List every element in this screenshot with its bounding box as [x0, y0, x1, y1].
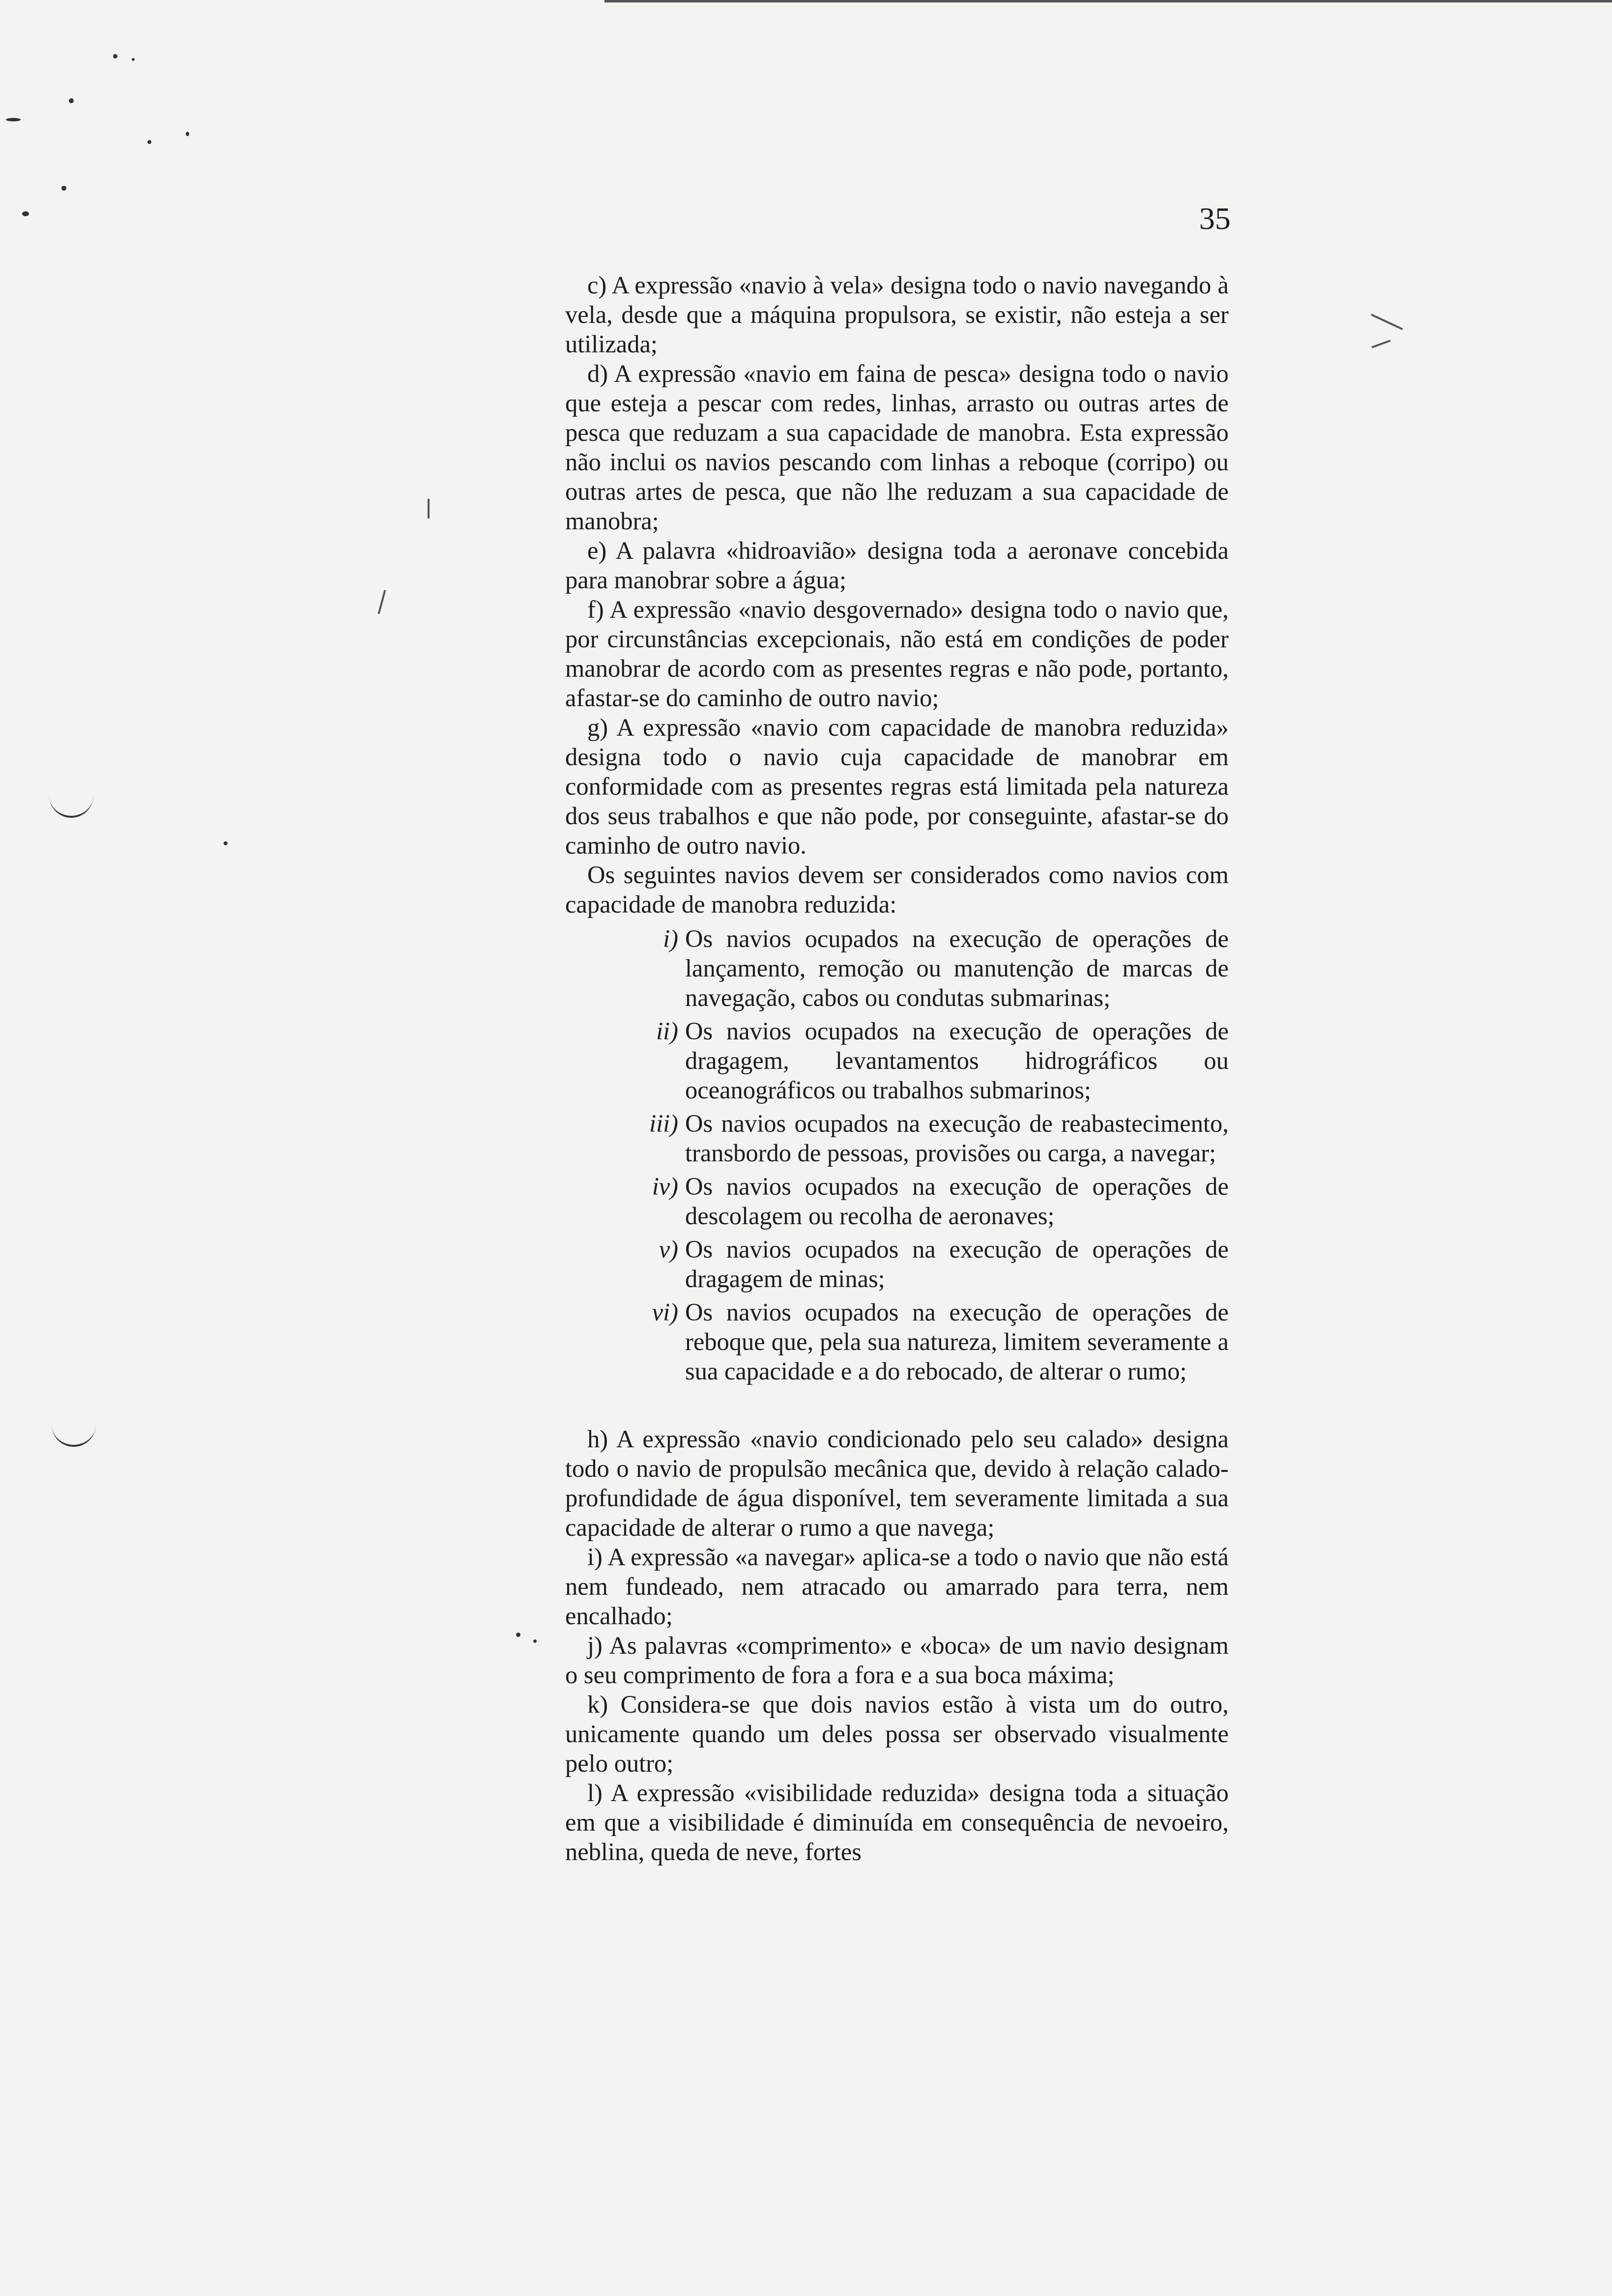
paragraph-i: i) A expressão «a navegar» aplica-se a todo o navio que não está nem fundeado, nem atracado ou amarrado para terra, nem encalhado;: [565, 1543, 1229, 1630]
list-item: [634, 1234, 1229, 1293]
scan-speck: [69, 98, 74, 103]
list-item-text: Os navios ocupados na execução de operações de dragagem, levantamentos hidrográficos ou oceanográficos ou trabalhos submarinos;: [685, 1017, 1229, 1104]
list-item-text: Os navios ocupados na execução de reabastecimento, transbordo de pessoas, provisões ou carga, a navegar;: [685, 1110, 1229, 1167]
paragraph-d: d) A expressão «navio em faina de pesca» designa todo o navio que esteja a pescar com redes, linhas, arrasto ou outras artes de pesca que reduzam a sua capacidade de manobra. Esta expressão não inclui os navios pescando com linhas a reboque (corripo) ou outras artes de pesca, que não lhe reduzam a sua capacidade de manobra;: [565, 360, 1229, 535]
paragraph-c: c) A expressão «navio à vela» designa todo o navio navegando à vela, desde que a máquina propulsora, se existir, não esteja a ser utilizada;: [565, 271, 1229, 358]
scan-arc: [49, 786, 93, 818]
scan-speck: [533, 1639, 537, 1643]
section-gap: [565, 1390, 1229, 1424]
list-item-number: iii): [649, 1110, 678, 1137]
paragraph-h: h) A expressão «navio condicionado pelo seu calado» designa todo o navio de propulsão mecânica que, devido à relação calado-profundidade de água disponível, tem severamente limitada a sua capacidade de alterar o rumo a que navega;: [565, 1425, 1229, 1541]
list-item: [634, 1172, 1229, 1231]
document-body: [565, 270, 1229, 1866]
scan-slash: [1371, 314, 1403, 330]
reduced-manoeuvre-list: [634, 924, 1229, 1386]
list-item-number: vi): [652, 1298, 678, 1326]
scan-speck: [516, 1633, 520, 1637]
list-item-number: ii): [656, 1017, 678, 1045]
scan-speck: [6, 118, 21, 121]
top-rule: [604, 0, 1612, 2]
paragraph-list-intro: Os seguintes navios devem ser considerados como navios com capacidade de manobra reduzida:: [565, 861, 1229, 918]
list-item: [634, 1016, 1229, 1105]
list-item-text: Os navios ocupados na execução de operações de dragagem de minas;: [685, 1235, 1229, 1292]
list-item-text: Os navios ocupados na execução de operações de descolagem ou recolha de aeronaves;: [685, 1173, 1229, 1230]
list-item-number: iv): [652, 1173, 678, 1200]
paragraph-j: j) As palavras «comprimento» e «boca» de um navio designam o seu comprimento de fora a fora e a sua boca máxima;: [565, 1632, 1229, 1689]
list-item: [634, 1109, 1229, 1168]
list-item-number: i): [663, 925, 678, 952]
list-item: [634, 924, 1229, 1012]
scan-arc: [52, 1410, 96, 1447]
paragraph-k: k) Considera-se que dois navios estão à vista um do outro, unicamente quando um deles possa ser observado visualmente pelo outro;: [565, 1691, 1229, 1777]
scan-speck: [132, 58, 135, 61]
list-item-text: Os navios ocupados na execução de operações de lançamento, remoção ou manutenção de marcas de navegação, cabos ou condutas submarinas;: [685, 925, 1229, 1011]
scan-speck: [224, 841, 228, 845]
list-item-number: v): [659, 1235, 678, 1263]
scan-speck: [113, 54, 117, 58]
scan-speck: [22, 211, 29, 216]
scan-slash: [378, 590, 386, 614]
scan-slash: [1372, 340, 1391, 348]
list-item-text: Os navios ocupados na execução de operações de reboque que, pela sua natureza, limitem severamente a sua capacidade e a do rebocado, de alterar o rumo;: [685, 1298, 1229, 1385]
page-number: 35: [1199, 201, 1231, 236]
scan-speck: [186, 132, 189, 136]
scan-speck: [147, 140, 151, 144]
list-item: [634, 1297, 1229, 1386]
paragraph-f: f) A expressão «navio desgovernado» designa todo o navio que, por circunstâncias excepcionais, não está em condições de poder manobrar de acordo com as presentes regras e não pode, portanto, afastar-se do caminho de outro navio;: [565, 596, 1229, 712]
paragraph-g: g) A expressão «navio com capacidade de manobra reduzida» designa todo o navio cuja capacidade de manobrar em conformidade com as presentes regras está limitada pela natureza dos seus trabalhos e que não pode, por conseguinte, afastar-se do caminho de outro navio.: [565, 714, 1229, 859]
scan-slash: [428, 499, 430, 518]
paragraph-e: e) A palavra «hidroavião» designa toda a aeronave concebida para manobrar sobre a água;: [565, 537, 1229, 594]
paragraph-l: l) A expressão «visibilidade reduzida» designa toda a situação em que a visibilidade é diminuída em consequência de nevoeiro, neblina, queda de neve, fortes: [565, 1779, 1229, 1866]
scan-speck: [61, 186, 66, 191]
